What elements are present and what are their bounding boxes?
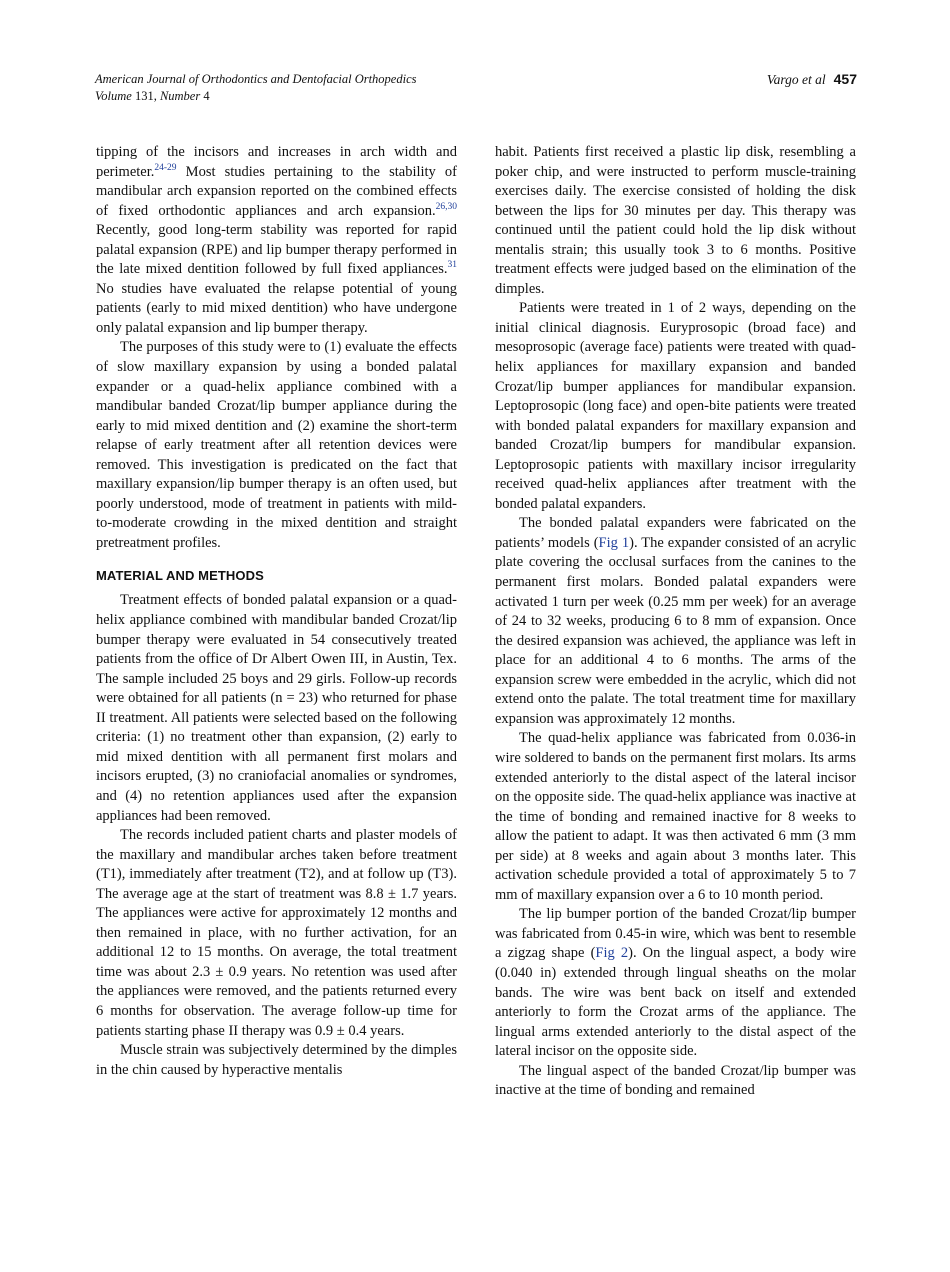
paragraph: habit. Patients first received a plastic lip disk, resembling a poker chip, and were instructed to perform muscle-training exercises daily. The exercise consisted of holding the disk between the lips for 30 minutes per day. This therapy was continued until the patient could hold the lip disk without mentalis strain; this usually took 3 to 6 months. Positive treatment effects were judged based on the elimination of the dimples.	[495, 144, 856, 297]
citation-link[interactable]: 24-29	[154, 162, 177, 173]
paragraph: The lingual aspect of the banded Crozat/lip bumper was inactive at the time of bonding and remained	[495, 1062, 856, 1099]
author-page	[767, 71, 857, 89]
left-column	[96, 143, 457, 1080]
text-segment: tipping of the incisors and increases in arch width and perimeter.	[96, 144, 457, 180]
text-segment: ). On the lingual aspect, a body wire (0.040 in) extended through lingual sheaths on the molar bands. The wire was bent back on itself and extended anteriorly to form the Crozat arms of the appliance. The lingual arms extended anteriorly to the distal aspect of the lateral incisor on the opposite side.	[495, 945, 857, 1060]
text-segment: No studies have evaluated the relapse potential of young patients (early to mid mixed dentition) who have undergone only palatal expansion and lip bumper therapy.	[96, 280, 457, 336]
citation-link[interactable]: 26,30	[435, 201, 457, 212]
volume-value: 131,	[131, 89, 160, 103]
citation-link[interactable]: 31	[447, 260, 457, 271]
text-segment: Most studies pertaining to the stability of mandibular arch expansion reported on the combined effects of fixed orthodontic appliances and arch expansion.	[96, 163, 457, 219]
paragraph: Patients were treated in 1 of 2 ways, depending on the initial clinical diagnosis. Euryprosopic (broad face) and mesoprosopic (average face) patients were treated with quad-helix appliances for maxillary expansion and banded Crozat/lip bumper appliances for mandibular expansion. Leptoprosopic (long face) and open-bite patients were treated with bonded palatal expanders for maxillary expansion and banded Crozat/lip bumpers for mandibular expansion. Leptoprosopic patients with maxillary incisor irregularity received quad-helix appliances after treatment with the bonded palatal expanders.	[495, 300, 856, 512]
figure-link[interactable]: Fig 2	[595, 945, 629, 962]
paragraph: Muscle strain was subjectively determined by the dimples in the chin caused by hyperactive mentalis	[96, 1042, 457, 1078]
paragraph	[96, 143, 457, 338]
right-column	[495, 143, 856, 1101]
paragraph	[495, 514, 856, 729]
journal-citation	[95, 71, 417, 105]
paragraph: The purposes of this study were to (1) evaluate the effects of slow maxillary expansion by using a bonded palatal expander or a quad-helix appliance combined with a mandibular banded Crozat/lip bumper appliance during the early to mid mixed dentition and (2) examine the short-term relapse of early treatment after all retention devices were removed. This investigation is predicated on the fact that maxillary expansion/lip bumper therapy is an often used, but poorly understood, mode of treatment in patients with mild-to-moderate crowding in the mixed dentition and straight pretreatment profiles.	[96, 339, 457, 551]
journal-title: American Journal of Orthodontics and Dentofacial Orthopedics	[95, 72, 417, 86]
paragraph: The records included patient charts and plaster models of the maxillary and mandibular arches taken before treatment (T1), immediately after treatment (T2), and at follow up (T3). The average age at the start of treatment was 8.8 ± 1.7 years. The appliances were active for approximately 12 months and then remained in place, with no further activation, for an additional 12 to 15 months. On average, the total treatment time was about 2.3 ± 0.9 years. No retention was used after the appliances were removed, and the patients returned every 6 months for observation. The average follow-up time for patients starting phase II therapy was 0.9 ± 0.4 years.	[96, 827, 457, 1039]
paragraph	[495, 905, 856, 1061]
paragraph: Treatment effects of bonded palatal expansion or a quad-helix appliance combined with mandibular banded Crozat/lip bumper therapy were evaluated in 54 consecutively treated patients from the office of Dr Albert Owen III, in Austin, Tex. The sample included 25 boys and 29 girls. Follow-up records were obtained for all patients (n = 23) who returned for phase II treatment. All patients were selected based on the following criteria: (1) no treatment other than expansion, (2) early to mid mixed dentition with all permanent first molars and incisors erupted, (3) no craniofacial anomalies or syndromes, and (4) no retention appliances used after the expansion appliances had been removed.	[96, 592, 457, 824]
section-heading: MATERIAL AND METHODS	[96, 568, 264, 584]
volume-label: Volume	[95, 89, 132, 103]
number-value: 4	[200, 89, 210, 103]
text-segment: The bonded palatal expanders were fabricated on the patients’ models (	[495, 515, 856, 551]
figure-link[interactable]: Fig 1	[598, 534, 630, 551]
text-segment: The lip bumper portion of the banded Crozat/lip bumper was fabricated from 0.45-in wire, which was bent to resemble a zigzag shape (	[495, 906, 856, 962]
volume-number-line	[95, 89, 210, 103]
text-segment: Recently, good long-term stability was reported for rapid palatal expansion (RPE) and lip bumper therapy performed in the late mixed dentition followed by full fixed appliances.	[96, 222, 457, 278]
page-number: 457	[833, 71, 857, 87]
number-label: Number	[159, 89, 201, 103]
running-authors: Vargo et al	[766, 72, 826, 87]
text-segment: ). The expander consisted of an acrylic plate covering the occlusal surfaces from the canines to the permanent first molars. Bonded palatal expanders were activated 1 turn per week (0.25 mm per week) for an average of 24 to 32 weeks, producing 6 to 8 mm of expansion. Once the desired expansion was achieved, the appliance was left in place for an additional 4 to 6 months. The arms of the expansion screw were embedded in the acrylic, which did not extend onto the palate. The total treatment time for maxillary expansion was approximately 12 months.	[495, 534, 857, 727]
paragraph: The quad-helix appliance was fabricated from 0.036-in wire soldered to bands on the permanent first molars. Its arms extended anteriorly to the distal aspect of the lateral incisor on the opposite side. The quad-helix appliance was inactive at the time of bonding and remained inactive for 8 weeks to allow the patient to adapt. It was then activated 6 mm (3 mm per side) at 8 weeks and again about 3 months later. This activation schedule provided a total of approximately 5 to 7 mm of maxillary expansion over a 6 to 10 month period.	[495, 730, 856, 903]
